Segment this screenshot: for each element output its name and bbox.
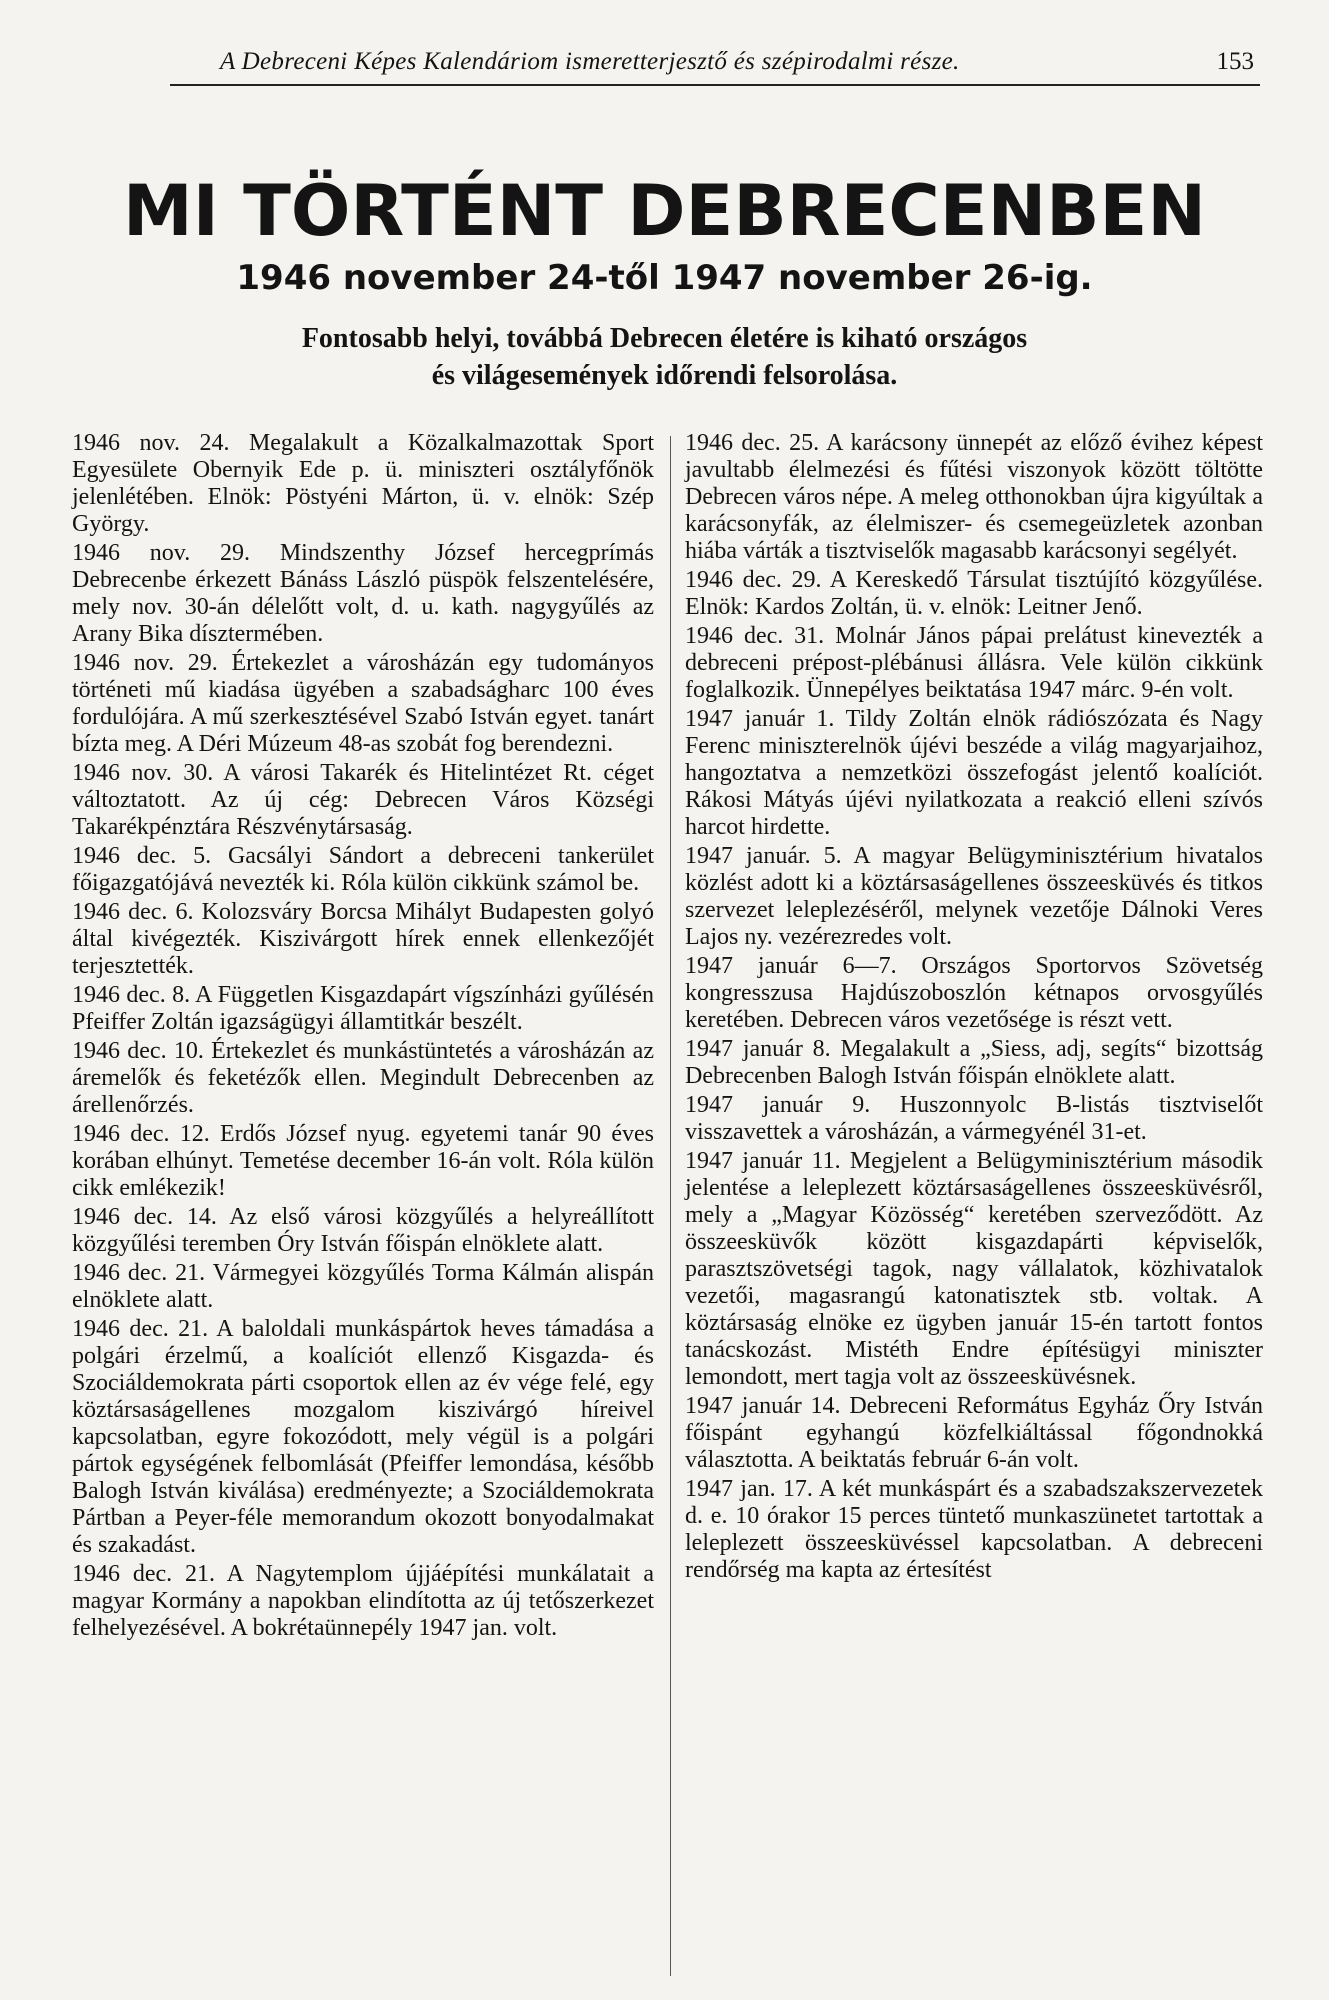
chronicle-entry: 1946 dec. 10. Értekezlet és munkástüntetés a városházán az áremelők és feketézők ellen. Megindult Debrecenben az árellenőrzés. xyxy=(72,1038,654,1118)
chronicle-entry: 1946 dec. 25. A karácsony ünnepét az előző évihez képest javultabb élelmezési és fűtési viszonyok között töltötte Debrecen város népe. A meleg otthonokban újra kigyúltak a karácsonyfák, az élelmiszer- és csemegeüzletek azonban hiába várták a tisztviselők magasabb karácsonyi segélyét. xyxy=(685,430,1263,564)
running-title: A Debreceni Képes Kalendáriom ismeretterjesztő és szépirodalmi része. xyxy=(220,48,960,75)
left-column xyxy=(72,430,654,1644)
chronicle-entry: 1946 dec. 5. Gacsályi Sándort a debreceni tankerület főigazgatójává nevezték ki. Róla külön cikkünk számol be. xyxy=(72,843,654,896)
chronicle-entry: 1947 január. 5. A magyar Belügyminisztérium hivatalos közlést adott ki a köztársaságellenes összeesküvés és titkos szervezet leleplezéséről, melynek vezetője Dálnoki Veres Lajos ny. vezérezredes volt. xyxy=(685,843,1263,950)
chronicle-entry: 1947 január 9. Huszonnyolc B-listás tisztviselőt visszavettek a városházán, a vármegyénél 31-et. xyxy=(685,1092,1263,1145)
page-subtitle: 1946 november 24-től 1947 november 26-ig. xyxy=(236,258,1093,298)
chronicle-entry: 1946 dec. 29. A Kereskedő Társulat tisztújító közgyűlése. Elnök: Kardos Zoltán, ü. v. elnök: Leitner Jenő. xyxy=(685,567,1263,620)
chronicle-entry: 1946 dec. 31. Molnár János pápai prelátust kinevezték a debreceni prépost-plébánusi állásra. Vele külön cikkünk foglalkozik. Ünnepélyes beiktatása 1947 márc. 9-én volt. xyxy=(685,623,1263,703)
chronicle-entry: 1946 dec. 14. Az első városi közgyűlés a helyreállított közgyűlési teremben Óry István főispán elnöklete alatt. xyxy=(72,1204,654,1257)
chronicle-entry: 1946 dec. 8. A Független Kisgazdapárt vígszínházi gyűlésén Pfeiffer Zoltán igazságügyi államtitkár beszélt. xyxy=(72,982,654,1035)
chronicle-entry: 1947 január 14. Debreceni Református Egyház Őry István főispánt egyhangú közfelkiáltással főgondnokká választotta. A beiktatás február 6-án volt. xyxy=(685,1393,1263,1473)
intro-text xyxy=(0,320,1329,394)
chronicle-entry: 1946 nov. 29. Értekezlet a városházán egy tudományos történeti mű kiadása ügyében a szabadságharc 100 éves fordulójára. A mű szerkesztésével Szabó István egyet. tanárt bízta meg. A Déri Múzeum 48-as szobát fog berendezni. xyxy=(72,650,654,757)
column-divider xyxy=(670,436,671,1976)
chronicle-entry: 1947 január 6—7. Országos Sportorvos Szövetség kongresszusa Hajdúszoboszlón kétnapos orvosgyűlés keretében. Debrecen város vezetősége is részt vett. xyxy=(685,953,1263,1033)
page-number: 153 xyxy=(1216,48,1254,75)
chronicle-entry: 1946 nov. 29. Mindszenthy József hercegprímás Debrecenbe érkezett Bánáss László püspök felszentelésére, mely nov. 30-án délelőtt volt, d. u. kath. nagygyűlés az Arany Bika dísztermében. xyxy=(72,540,654,647)
right-column xyxy=(685,430,1263,1586)
chronicle-entry: 1947 jan. 17. A két munkáspárt és a szabadszakszervezetek d. e. 10 órakor 15 perces tüntető munkaszünetet tartottak a leleplezett összeesküvéssel kapcsolatban. A debreceni rendőrség ma kapta az értesítést xyxy=(685,1476,1263,1583)
chronicle-entry: 1946 nov. 30. A városi Takarék és Hitelintézet Rt. céget változtatott. Az új cég: Debrecen Város Községi Takarékpénztára Részvénytársaság. xyxy=(72,760,654,840)
chronicle-entry: 1946 dec. 21. A baloldali munkáspártok heves támadása a polgári érzelmű, a koalíciót ellenző Kisgazda- és Szociáldemokrata párti csoportok ellen az év vége felé, egy köztársaságellenes mozgalom kiszivárgó híreivel kapcsolatban, egyre fokozódott, mely végül is a polgári pártok egységének felbomlását (Pfeiffer lemondása, később Balogh István kiválása) eredményezte; a Szociáldemokrata Pártban a Peyer-féle memorandum okozott bonyodalmakat és szakadást. xyxy=(72,1316,654,1558)
intro-line-1: Fontosabb helyi, továbbá Debrecen életére is kiható országos xyxy=(301,323,1028,354)
chronicle-entry: 1946 dec. 21. Vármegyei közgyűlés Torma Kálmán alispán elnöklete alatt. xyxy=(72,1260,654,1313)
chronicle-entry: 1946 dec. 6. Kolozsváry Borcsa Mihályt Budapesten golyó által kivégezték. Kiszivárgott hírek ennek ellenkezőjét terjesztették. xyxy=(72,899,654,979)
chronicle-entry: 1947 január 8. Megalakult a „Siess, adj, segíts“ bizottság Debrecenben Balogh István főispán elnöklete alatt. xyxy=(685,1036,1263,1089)
chronicle-entry: 1946 nov. 24. Megalakult a Közalkalmazottak Sport Egyesülete Obernyik Ede p. ü. miniszteri osztályfőnök jelenlétében. Elnök: Pöstyéni Márton, ü. v. elnök: Szép György. xyxy=(72,430,654,537)
chronicle-entry: 1946 dec. 21. A Nagytemplom újjáépítési munkálatait a magyar Kormány a napokban elindította az új tetőszerkezet felhelyezésével. A bokrétaünnepély 1947 jan. volt. xyxy=(72,1561,654,1641)
page-title: MI TÖRTÉNT DEBRECENBEN xyxy=(123,170,1206,252)
chronicle-entry: 1947 január 11. Megjelent a Belügyminisztérium második jelentése a leleplezett köztársaságellenes összeesküvésről, mely a „Magyar Közösség“ keretében szerveződött. Az összeesküvők között kisgazdapárti képviselők, parasztszövetségi tagok, nagy vállalatok, közhivatalok vezetői, magasrangú katonatisztek stb. voltak. A köztársaság elnöke ez ügyben január 15-én tartott fontos tanácskozást. Mistéth Endre építésügyi miniszter lemondott, mert tagja volt az összeesküvésnek. xyxy=(685,1148,1263,1390)
page-header xyxy=(170,44,1260,86)
intro-line-2: és világesemények időrendi felsorolása. xyxy=(431,360,898,391)
chronicle-entry: 1947 január 1. Tildy Zoltán elnök rádiószózata és Nagy Ferenc miniszterelnök újévi beszéde a világ magyarjaihoz, hangoztatva a nemzetközi összefogást jelentő koalíciót. Rákosi Mátyás újévi nyilatkozata a reakció elleni szívós harcot hirdette. xyxy=(685,706,1263,840)
chronicle-entry: 1946 dec. 12. Erdős József nyug. egyetemi tanár 90 éves korában elhúnyt. Temetése december 16-án volt. Róla külön cikk emlékezik! xyxy=(72,1121,654,1201)
